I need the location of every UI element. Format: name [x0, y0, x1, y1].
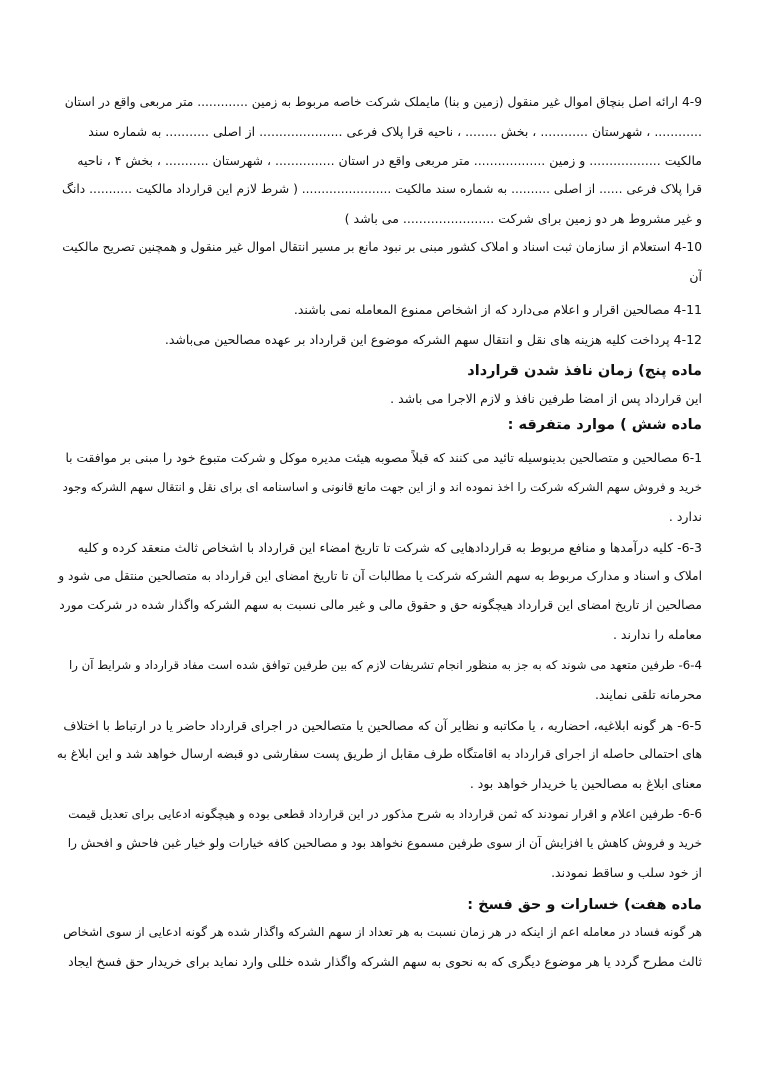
clause-line: ............ ، شهرستان ............ ، بخش ........ ، ناحیه قرا پلاک فرعی ..................... از اصلی ........... به شماره سند	[88, 124, 702, 139]
clause-line: معامله را ندارند .	[612, 627, 702, 642]
clause-6-4	[56, 651, 702, 709]
clause-line: از خود سلب و ساقط نمودند.	[551, 865, 702, 880]
clause-line: مصالحین از تاریخ امضای این قرارداد هیچگونه حق و حقوق مالی و غیر مالی نسبت به سهم الشرکه واگذار شده در شرکت مورد	[59, 598, 702, 612]
clause-line: قرا پلاک فرعی ...... از اصلی .......... به شماره سند مالکیت ....................... ( شرط لازم این قرارداد مالکیت ........... دانگ	[62, 182, 702, 196]
clause-line: خرید و فروش سهم الشرکه شرکت را اخذ نموده اند و از این جهت مانع قانونی و اساسنامه ای برای نقل و انتقال سهم الشرکه وجود	[62, 480, 702, 494]
clause-line: و غیر مشروط هر دو زمین برای شرکت ....................... می باشد )	[344, 211, 702, 226]
clause-line: 6-6- طرفین اعلام و اقرار نمودند که ثمن قرارداد به شرح مذکور در این قرارداد قطعی بوده و هیچگونه ادعایی برای تعدیل قیمت	[68, 807, 702, 821]
clause-line: آن	[689, 269, 702, 284]
clause-line: املاک و اسناد و مدارک مربوط به سهم الشرکه شرکت یا مطالبات آن تا تاریخ امضای این قرارداد به متصالحین منتقل می شود و	[58, 569, 702, 583]
clause-4-12: 4-12 پرداخت کلیه هزینه های نقل و انتقال سهم الشرکه موضوع این قرارداد بر عهده مصالحین می‌باشد.	[164, 332, 702, 347]
clause-line: هر گونه فساد در معامله اعم از اینکه در هر زمان نسبت به هر تعداد از سهم الشرکه واگذار شده هر گونه ادعایی از سوی اشخاص	[63, 925, 702, 939]
clause-4-9	[56, 88, 702, 233]
article-5-body: این قرارداد پس از امضا طرفین نافذ و لازم الاجرا می باشد .	[390, 391, 702, 406]
clause-6-1	[56, 444, 702, 531]
clause-line: مالکیت .................. و زمین .................. متر مربعی واقع در استان ............... ، شهرستان ........... ، بخش ۴ ، ناحیه	[77, 153, 702, 168]
clause-line: ثالث مطرح گردد یا هر موضوع دیگری که به نحوی به سهم الشرکه واگذار شده خللی وارد نماید برای خریدار حق فسخ ایجاد	[68, 954, 702, 969]
clause-line: 6-3- کلیه درآمدها و منافع مربوط به قراردادهایی که شرکت تا تاریخ امضاء این قرارداد با اشخاص ثالث منعقد کرده و کلیه	[77, 540, 702, 555]
clause-line: 6-5- هر گونه ابلاغیه، احضاریه ، یا مکاتبه و نظایر آن که مصالحین یا متصالحین در اجرای قرارداد حاضر یا در ارتباط با اختلاف	[63, 718, 702, 733]
clause-line: 6-1 مصالحین و متصالحین بدینوسیله تائید می کنند که قبلاً مصوبه هیئت مدیره موکل و شرکت متبوع خود را مبنی بر موافقت با	[65, 451, 702, 465]
clause-line: ندارد .	[668, 509, 702, 524]
clause-line: 6-4- طرفین متعهد می شوند که به جز به منظور انجام تشریفات لازم که بین طرفین توافق شده است مفاد قرارداد و شرایط آن را	[68, 658, 702, 672]
clause-6-3	[56, 533, 702, 649]
clause-line: 4-9 ارائه اصل بنچاق اموال غیر منقول (زمین و بنا) مایملک شرکت خاصه مربوط به زمین ............. متر مربعی واقع در استان	[64, 95, 702, 109]
article-7-body	[56, 918, 702, 976]
clause-line: خرید و فروش کاهش یا افزایش آن از سوی طرفین مسموع نخواهد بود و مصالحین کافه خیارات ولو خیار غبن فاحش و افحش را	[67, 836, 702, 850]
article-7-heading: ماده هفت) خسارات و حق فسخ :	[467, 897, 702, 913]
article-5-heading: ماده پنج) زمان نافذ شدن قرارداد	[467, 363, 702, 379]
clause-6-5	[56, 711, 702, 798]
clause-6-6	[56, 800, 702, 887]
clause-line: محرمانه تلقی نمایند.	[595, 687, 702, 702]
clause-4-10	[56, 233, 702, 291]
clause-line: های احتمالی حاصله از اجرای قرارداد به اقامتگاه طرف مقابل از طریق پست سفارشی دو قبضه ارسال خواهد شد و این ابلاغ به	[56, 747, 702, 761]
article-6-heading: ماده شش ) موارد متفرقه :	[507, 417, 702, 433]
clause-line: معنای ابلاغ به مصالحین یا خریدار خواهد بود .	[469, 776, 702, 791]
clause-line: 4-10 استعلام از سازمان ثبت اسناد و املاک کشور مبنی بر نبود مانع بر مسیر انتقال اموال غیر منقول و همچنین تصریح مالکیت	[62, 240, 702, 254]
clause-4-11: 4-11 مصالحین اقرار و اعلام می‌دارد که از اشخاص ممنوع المعامله نمی باشند.	[293, 302, 702, 317]
